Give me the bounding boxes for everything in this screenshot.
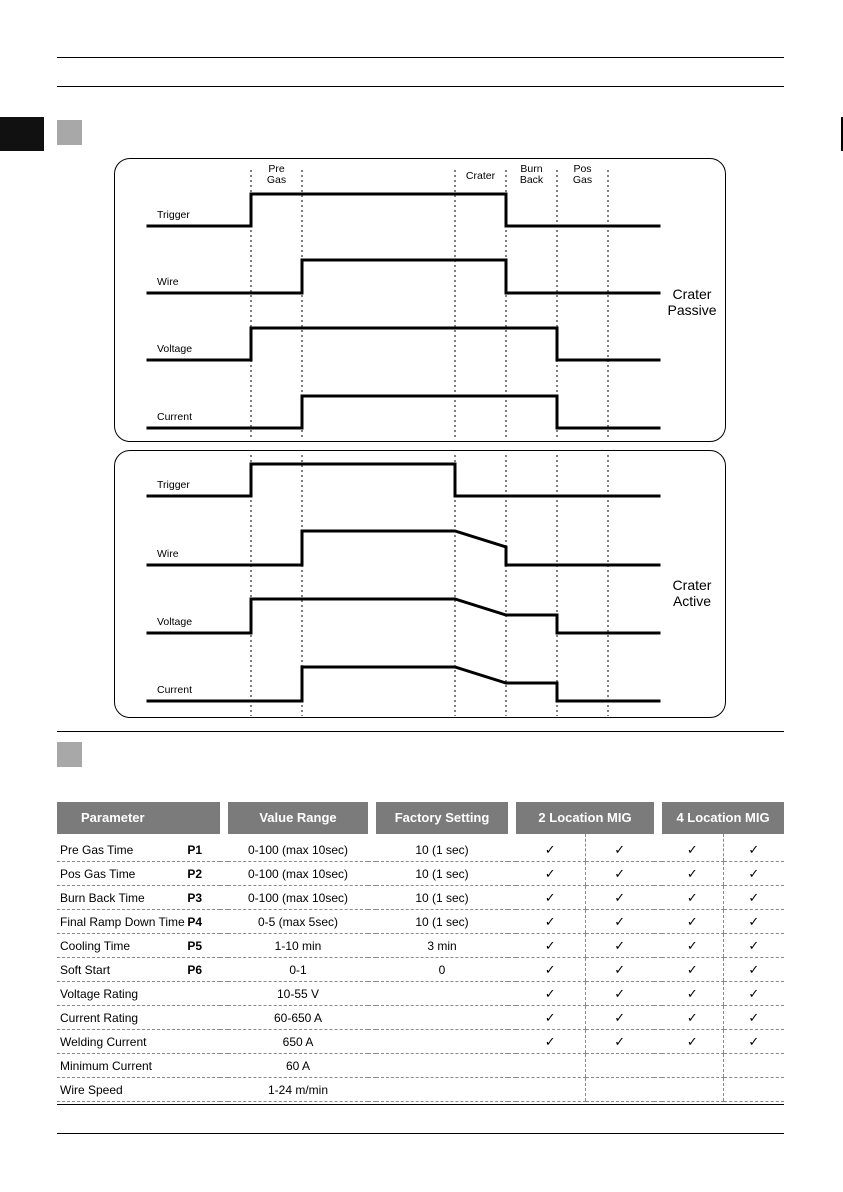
check-icon: ✓ xyxy=(748,889,760,905)
check-cell xyxy=(723,1054,784,1078)
parameter-name-cell xyxy=(57,910,220,934)
parameter-code: P5 xyxy=(187,938,202,953)
check-cell xyxy=(585,982,654,1006)
parameter-name-cell xyxy=(57,862,220,886)
table-body xyxy=(57,834,784,1102)
check-icon: ✓ xyxy=(748,1033,760,1049)
check-icon: ✓ xyxy=(686,1033,698,1049)
check-icon: ✓ xyxy=(544,889,556,905)
check-icon: ✓ xyxy=(614,937,626,953)
check-cell xyxy=(585,1006,654,1030)
passive-label-current: Current xyxy=(157,411,193,423)
parameter-name: Pos Gas Time xyxy=(60,866,136,881)
passive-trace-trigger xyxy=(148,194,659,226)
table-row xyxy=(57,862,784,886)
table-row xyxy=(57,1006,784,1030)
factory-setting-cell: 10 (1 sec) xyxy=(376,910,508,934)
active-trace-wire xyxy=(148,531,659,565)
check-cell xyxy=(516,1078,585,1102)
value-range-cell: 10-55 V xyxy=(228,982,368,1006)
footer-rule-bottom xyxy=(57,1133,784,1134)
check-cell xyxy=(723,1006,784,1030)
check-icon: ✓ xyxy=(748,913,760,929)
active-trace-trigger xyxy=(148,464,659,496)
phase-label-3-0: Pos xyxy=(573,163,592,175)
check-icon: ✓ xyxy=(544,1033,556,1049)
table-row xyxy=(57,834,784,862)
section-divider xyxy=(57,731,784,732)
parameter-name: Pre Gas Time xyxy=(60,842,134,857)
parameter-name: Cooling Time xyxy=(60,938,131,953)
check-cell xyxy=(585,1030,654,1054)
check-icon: ✓ xyxy=(614,841,626,857)
check-icon: ✓ xyxy=(686,889,698,905)
parameter-name-cell xyxy=(57,982,220,1006)
active-mode-label-1: Active xyxy=(672,593,712,609)
parameter-name-cell xyxy=(57,958,220,982)
check-cell xyxy=(585,934,654,958)
check-icon: ✓ xyxy=(686,985,698,1001)
check-icon: ✓ xyxy=(544,1009,556,1025)
parameter-name-cell xyxy=(57,1054,220,1078)
factory-setting-cell: 3 min xyxy=(376,934,508,958)
phase-label-0-0: Pre xyxy=(268,163,285,175)
value-range-cell: 0-1 xyxy=(228,958,368,982)
check-cell xyxy=(723,1030,784,1054)
parameter-name-cell xyxy=(57,1006,220,1030)
check-cell xyxy=(516,1054,585,1078)
value-range-cell: 1-24 m/min xyxy=(228,1078,368,1102)
check-icon: ✓ xyxy=(614,1033,626,1049)
value-range-cell: 0-100 (max 10sec) xyxy=(228,886,368,910)
table-row xyxy=(57,886,784,910)
check-cell xyxy=(662,1030,723,1054)
header-value-range: Value Range xyxy=(228,802,368,834)
phase-label-2-0: Burn xyxy=(520,163,543,175)
check-icon: ✓ xyxy=(614,1009,626,1025)
passive-trace-wire xyxy=(148,260,659,293)
parameter-code: P4 xyxy=(187,914,202,929)
phase-label-2-1: Back xyxy=(519,174,544,186)
check-cell xyxy=(662,886,723,910)
passive-mode-label-1: Passive xyxy=(667,302,717,318)
parameter-name-cell xyxy=(57,886,220,910)
value-range-cell: 60-650 A xyxy=(228,1006,368,1030)
check-icon: ✓ xyxy=(544,985,556,1001)
check-icon: ✓ xyxy=(686,961,698,977)
check-cell xyxy=(516,834,585,862)
check-icon: ✓ xyxy=(686,841,698,857)
check-icon: ✓ xyxy=(686,865,698,881)
factory-setting-cell xyxy=(376,1078,508,1102)
parameter-name: Minimum Current xyxy=(60,1058,153,1073)
check-icon: ✓ xyxy=(748,961,760,977)
check-icon: ✓ xyxy=(544,961,556,977)
check-icon: ✓ xyxy=(544,841,556,857)
section-marker-table xyxy=(57,742,82,767)
parameter-name: Final Ramp Down Time xyxy=(60,914,185,929)
check-cell xyxy=(723,958,784,982)
check-cell xyxy=(516,1030,585,1054)
check-cell xyxy=(516,1006,585,1030)
table-row xyxy=(57,1054,784,1078)
check-cell xyxy=(662,1078,723,1102)
table-row xyxy=(57,1030,784,1054)
active-trace-voltage xyxy=(148,599,659,633)
value-range-cell: 0-100 (max 10sec) xyxy=(228,834,368,862)
factory-setting-cell: 10 (1 sec) xyxy=(376,862,508,886)
active-trace-current xyxy=(148,667,659,701)
factory-setting-cell xyxy=(376,982,508,1006)
parameter-code: P3 xyxy=(187,890,202,905)
check-cell xyxy=(723,982,784,1006)
check-cell xyxy=(723,910,784,934)
check-icon: ✓ xyxy=(614,985,626,1001)
header-4-location-mig: 4 Location MIG xyxy=(662,802,784,834)
factory-setting-cell: 10 (1 sec) xyxy=(376,834,508,862)
phase-label-0-1: Gas xyxy=(266,174,287,186)
table-header-row xyxy=(57,802,784,834)
check-icon: ✓ xyxy=(614,865,626,881)
parameter-code: P1 xyxy=(187,842,202,857)
check-cell xyxy=(723,862,784,886)
footer-rule-top xyxy=(57,1104,784,1105)
check-cell xyxy=(585,1054,654,1078)
active-label-voltage: Voltage xyxy=(157,616,193,628)
check-cell xyxy=(662,834,723,862)
phase-label-3-1: Gas xyxy=(572,174,593,186)
check-cell xyxy=(516,934,585,958)
check-cell xyxy=(723,1078,784,1102)
check-cell xyxy=(585,910,654,934)
parameter-name-cell xyxy=(57,1078,220,1102)
parameter-name: Welding Current xyxy=(60,1034,147,1049)
parameter-table xyxy=(57,802,784,1102)
passive-mode-label-0: Crater xyxy=(672,286,712,302)
parameter-name-cell xyxy=(57,834,220,862)
check-cell xyxy=(662,1006,723,1030)
factory-setting-cell: 0 xyxy=(376,958,508,982)
passive-label-voltage: Voltage xyxy=(157,343,193,355)
active-mode-label-0: Crater xyxy=(672,577,712,593)
check-cell xyxy=(723,934,784,958)
parameter-code: P2 xyxy=(187,866,202,881)
check-cell xyxy=(516,862,585,886)
passive-label-trigger: Trigger xyxy=(157,209,190,221)
active-label-wire: Wire xyxy=(157,548,179,560)
check-cell xyxy=(516,982,585,1006)
check-icon: ✓ xyxy=(544,937,556,953)
check-cell xyxy=(723,834,784,862)
check-icon: ✓ xyxy=(544,865,556,881)
factory-setting-cell: 10 (1 sec) xyxy=(376,886,508,910)
header-2-location-mig: 2 Location MIG xyxy=(516,802,654,834)
active-label-current: Current xyxy=(157,684,193,696)
passive-trace-voltage xyxy=(148,328,659,360)
parameter-name-cell xyxy=(57,934,220,958)
table-row xyxy=(57,982,784,1006)
check-cell xyxy=(662,1054,723,1078)
table-row xyxy=(57,1078,784,1102)
factory-setting-cell xyxy=(376,1030,508,1054)
check-cell xyxy=(662,982,723,1006)
table-row xyxy=(57,958,784,982)
check-icon: ✓ xyxy=(614,889,626,905)
check-cell xyxy=(662,934,723,958)
check-cell xyxy=(662,910,723,934)
check-cell xyxy=(723,886,784,910)
value-range-cell: 0-5 (max 5sec) xyxy=(228,910,368,934)
check-cell xyxy=(516,886,585,910)
factory-setting-cell xyxy=(376,1054,508,1078)
header-factory-setting: Factory Setting xyxy=(376,802,508,834)
check-icon: ✓ xyxy=(614,913,626,929)
check-icon: ✓ xyxy=(614,961,626,977)
check-cell xyxy=(662,958,723,982)
check-cell xyxy=(585,1078,654,1102)
value-range-cell: 0-100 (max 10sec) xyxy=(228,862,368,886)
parameter-name-cell xyxy=(57,1030,220,1054)
check-icon: ✓ xyxy=(748,1009,760,1025)
active-label-trigger: Trigger xyxy=(157,479,190,491)
passive-label-wire: Wire xyxy=(157,276,179,288)
check-cell xyxy=(516,958,585,982)
check-icon: ✓ xyxy=(544,913,556,929)
passive-trace-current xyxy=(148,396,659,428)
check-cell xyxy=(585,834,654,862)
check-icon: ✓ xyxy=(686,937,698,953)
check-cell xyxy=(585,958,654,982)
value-range-cell: 60 A xyxy=(228,1054,368,1078)
value-range-cell: 650 A xyxy=(228,1030,368,1054)
parameter-code: P6 xyxy=(187,962,202,977)
check-cell xyxy=(662,862,723,886)
parameter-name: Voltage Rating xyxy=(60,986,139,1001)
check-cell xyxy=(516,910,585,934)
check-icon: ✓ xyxy=(686,1009,698,1025)
factory-setting-cell xyxy=(376,1006,508,1030)
check-icon: ✓ xyxy=(748,865,760,881)
parameter-name: Burn Back Time xyxy=(60,890,145,905)
check-icon: ✓ xyxy=(686,913,698,929)
parameter-name: Wire Speed xyxy=(60,1082,123,1097)
parameter-name: Soft Start xyxy=(60,962,111,977)
table-row xyxy=(57,910,784,934)
value-range-cell: 1-10 min xyxy=(228,934,368,958)
check-icon: ✓ xyxy=(748,985,760,1001)
header-parameter: Parameter xyxy=(57,802,220,834)
check-cell xyxy=(585,886,654,910)
check-cell xyxy=(585,862,654,886)
check-icon: ✓ xyxy=(748,937,760,953)
parameter-name: Current Rating xyxy=(60,1010,139,1025)
check-icon: ✓ xyxy=(748,841,760,857)
phase-label-1-0: Crater xyxy=(465,170,496,182)
table-row xyxy=(57,934,784,958)
